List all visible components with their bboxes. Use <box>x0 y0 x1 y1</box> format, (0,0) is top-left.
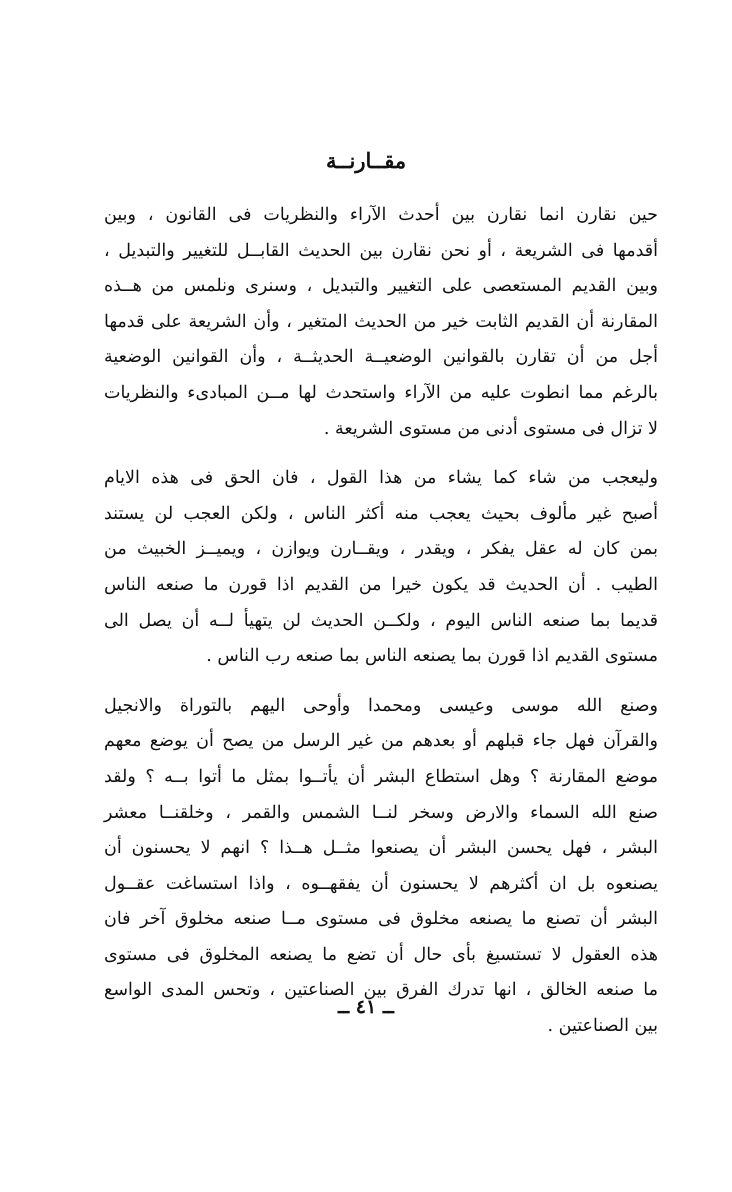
text-line: وبين القديم المستعصى على التغيير والتبديل ، وسنرى ونلمس من هــذه <box>104 276 658 297</box>
paragraph-2 <box>104 461 658 675</box>
text-line: البشر ، فهل يحسن البشر أن يصنعوا مثــل هــذا ؟ انهم لا يحسنون أن <box>104 838 658 859</box>
text-line: لا تزال فى مستوى أدنى من مستوى الشريعة . <box>323 418 658 439</box>
paragraph-3 <box>104 689 658 1045</box>
text-line: وليعجب من شاء كما يشاء من هذا القول ، فان الحق فى هذه الايام <box>104 468 658 489</box>
text-line: يصنعوه بل ان أكثرهم لا يحسنون أن يفقهــوه ، واذا استساغت عقــول <box>104 873 658 894</box>
text-line: ما صنعه الخالق ، انها تدرك الفرق بين الصناعتين ، وتحس المدى الواسع <box>104 980 658 1001</box>
text-line: وصنع الله موسى وعيسى ومحمدا وأوحى اليهم بالتوراة والانجيل <box>104 695 658 716</box>
text-line: أقدمها فى الشريعة ، أو نحن نقارن بين الحديث القابــل للتغيير والتبديل ، <box>104 240 658 261</box>
text-line: والقرآن فهل جاء قبلهم أو بعدهم من غير الرسل من يصح أن يوضع معهم <box>104 731 658 752</box>
text-line: قديما بما صنعه الناس اليوم ، ولكــن الحديث لن يتهيأ لــه أن يصل الى <box>104 610 658 631</box>
text-line: البشر أن تصنع ما يصنعه مخلوق فى مستوى مــا صنعه مخلوق آخر فان <box>104 909 658 930</box>
text-line: بمن كان له عقل يفكر ، ويقدر ، ويقــارن ويوازن ، ويميــز الخبيث من <box>104 539 658 560</box>
paragraph-1 <box>104 198 658 447</box>
text-line: موضع المقارنة ؟ وهل استطاع البشر أن يأتــوا بمثل ما أتوا بــه ؟ ولقد <box>104 766 658 787</box>
page-heading: مقــارنــة <box>325 148 407 173</box>
body-text <box>104 198 658 1045</box>
text-line: أجل من أن تقارن بالقوانين الوضعيــة الحديثــة ، وأن القوانين الوضعية <box>104 347 658 368</box>
text-line: المقارنة أن القديم الثابت خير من الحديث المتغير ، وأن الشريعة على قدمها <box>104 311 658 332</box>
text-line: الطيب . أن الحديث قد يكون خيرا من القديم اذا قورن ما صنعه الناس <box>104 574 658 595</box>
text-line: حين نقارن انما نقارن بين أحدث الآراء والنظريات فى القانون ، وبين <box>104 205 658 225</box>
page-number: ــ ٤١ ــ <box>338 996 394 1018</box>
text-line: صنع الله السماء والارض وسخر لنــا الشمس والقمر ، وخلقنــا معشر <box>104 802 658 823</box>
text-line: بالرغم مما انطوت عليه من الآراء واستحدث لها مــن المبادىء والنظريات <box>104 382 658 403</box>
text-line: هذه العقول لا تستسيغ بأى حال أن تضع ما يصنعه المخلوق فى مستوى <box>104 944 658 965</box>
text-line: أصبح غير مألوف بحيث يعجب منه أكثر الناس ، ولكن العجب لن يستند <box>104 503 658 524</box>
text-line: مستوى القديم اذا قورن بما يصنعه الناس بما صنعه رب الناس . <box>206 646 658 667</box>
text-line: بين الصناعتين . <box>547 1016 658 1037</box>
